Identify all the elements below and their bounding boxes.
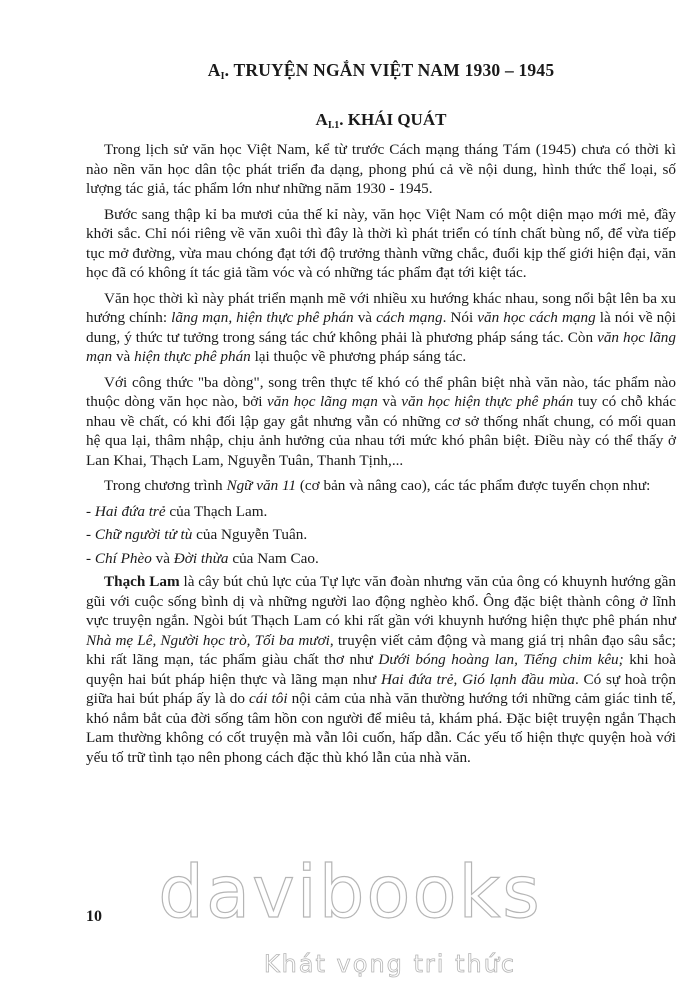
list-author: của Nguyễn Tuân. <box>192 526 308 543</box>
list-author: của Nam Cao. <box>228 549 319 567</box>
list-text: và <box>151 549 174 567</box>
p3-text: lại thuộc về phương pháp sáng tác. <box>250 348 467 365</box>
list-title: Chí Phèo <box>94 549 152 567</box>
paragraph-6 <box>86 572 676 767</box>
subtitle-text: . KHÁI QUÁT <box>339 110 447 129</box>
p6-text: nội cảm của nhà văn thường hướng tới những cảm giác tinh tế, khó nắm bắt của đời sống tâm hồn con người để miêu tả, khám phá. Đặc biệt truyện ngắn Thạch Lam thường không có cốt truyện mà vẫn lôi cuốn, hấp dẫn. Các yếu tố hiện thực quyện hoà với yếu tố trữ tình tạo nên phong cách đặc thù khó lẫn của nhà văn. <box>86 690 676 766</box>
list-dash: - <box>86 502 95 520</box>
list-dash: - <box>86 526 95 543</box>
p4-italic: văn học hiện thực phê phán <box>401 393 574 410</box>
title-prefix: A <box>207 60 221 80</box>
list-item <box>86 549 676 569</box>
p3-italic: hiện thực phê phán <box>134 348 251 365</box>
watermark-slogan: Khát vọng tri thức <box>263 950 517 978</box>
p4-text: Với công thức "ba dòng", song trên thực tế khó có thể phân biệt nhà văn nào, tác phẩm nào thuộc dòng văn học nào, bởi <box>86 373 676 410</box>
paragraph-2-text: Bước sang thập kỉ ba mươi của thế kỉ này, văn học Việt Nam có một diện mạo mới mẻ, đầy khởi sắc. Chỉ nói riêng về văn xuôi thì đây là thời kì phát triển có tính chất bùng nổ, để vừa tiếp tục mở đường, vừa mau chóng đạt tới độ trưởng thành vững chắc, đuổi kịp thế giới hiện đại, văn học đã có không ít tác giả tầm vóc và có những tác phẩm đạt tới kiệt tác. <box>86 205 676 281</box>
p6-italic: cái tôi <box>248 690 288 707</box>
p5-text: (cơ bản và nâng cao), các tác phẩm được tuyển chọn như: <box>296 477 651 494</box>
p6-bold: Thạch Lam <box>104 573 180 590</box>
paragraph-3 <box>86 289 676 367</box>
p4-text: tuy có chỗ khác nhau về chất, có khi đối lập gay gắt nhưng vẫn có những cơ sở thống nhất chung, có mối quan hệ qua lại, thâm nhập, chịu ảnh hưởng của nhau tới mức khó phân biệt. Điều này có thể thấy ở Lan Khai, Thạch Lam, Nguyễn Tuân, Thanh Tịnh,... <box>86 393 677 469</box>
p3-italic: cách mạng <box>376 309 443 326</box>
title-text: . TRUYỆN NGẮN VIỆT NAM 1930 – 1945 <box>224 60 555 80</box>
p3-text: Văn học thời kì này phát triển mạnh mẽ với nhiều xu hướng khác nhau, song nổi bật lên ba xu hướng chính: <box>86 289 676 326</box>
paragraph-4 <box>86 373 676 471</box>
p6-italic: Dưới bóng hoàng lan, Tiếng chim kêu; <box>378 651 624 668</box>
list-item <box>86 502 676 522</box>
p6-italic: Nhà mẹ Lê, Người học trò, Tối ba mươi <box>86 631 330 649</box>
p3-text: là nói về nội dung, ý thức tư tưởng trong sáng tác chứ không phải là phương pháp sáng tác. Còn <box>86 309 677 346</box>
subtitle-subscript: I.1 <box>327 120 340 131</box>
list-dash: - <box>86 549 95 567</box>
list-title: Hai đứa trẻ <box>94 502 166 520</box>
p6-text: khi hoà quyện hai bút pháp hiện thực và lãng mạn như <box>86 651 676 688</box>
title-subscript: I <box>220 71 225 82</box>
p3-text: và <box>353 309 377 326</box>
p3-italic: văn học cách mạng <box>477 309 596 326</box>
paragraph-2 <box>86 205 676 283</box>
p3-italic: lãng mạn, hiện thực phê phán <box>171 309 354 326</box>
p5-text: Trong chương trình <box>104 477 227 494</box>
p3-text: và <box>112 348 135 365</box>
p3-italic: văn học lãng mạn <box>86 328 676 365</box>
paragraph-1 <box>86 140 676 199</box>
p4-italic: văn học lãng mạn <box>267 393 378 410</box>
page-number: 10 <box>86 908 102 925</box>
p6-text: là cây bút chủ lực của Tự lực văn đoàn nhưng văn của ông có khuynh hướng gần gũi với cuộc sống bình dị và những người lao động nghèo khổ. Ông đặc biệt thành công ở lĩnh vực truyện ngắn. Ngòi bút Thạch Lam có khi rất gần với khuynh hướng hiện thực phê phán như <box>86 573 677 629</box>
p6-text: . Có sự hoà trộn giữa hai bút pháp ấy là do <box>86 670 676 707</box>
list-title: Chữ người tử tù <box>94 526 193 543</box>
p4-text: và <box>377 393 402 410</box>
watermark-brand: davibooks <box>158 850 542 934</box>
section-title <box>86 110 676 131</box>
p6-text: , truyện viết cảm động và mang giá trị nhân đạo sâu sắc; khi rất lãng mạn, tác phẩm giàu chất thơ như <box>86 631 676 668</box>
list-item <box>86 525 676 545</box>
chapter-title <box>86 60 676 82</box>
p6-italic: Hai đứa trẻ, Gió lạnh đầu mùa <box>380 670 575 688</box>
p5-italic: Ngữ văn 11 <box>226 477 297 494</box>
subtitle-prefix: A <box>315 110 328 129</box>
paragraph-1-text: Trong lịch sử văn học Việt Nam, kể từ trước Cách mạng tháng Tám (1945) chưa có thời kì nào nền văn học dân tộc phát triển đa dạng, phong phú cả về nội dung, hình thức thể loại, số lượng tác giả, tác phẩm lớn như những năm 1930 - 1945. <box>86 141 676 197</box>
body-text <box>86 140 676 773</box>
p3-text: . Nói <box>442 309 478 326</box>
paragraph-5 <box>86 476 676 496</box>
list-title: Đời thừa <box>173 549 229 567</box>
list-author: của Thạch Lam. <box>165 502 268 520</box>
